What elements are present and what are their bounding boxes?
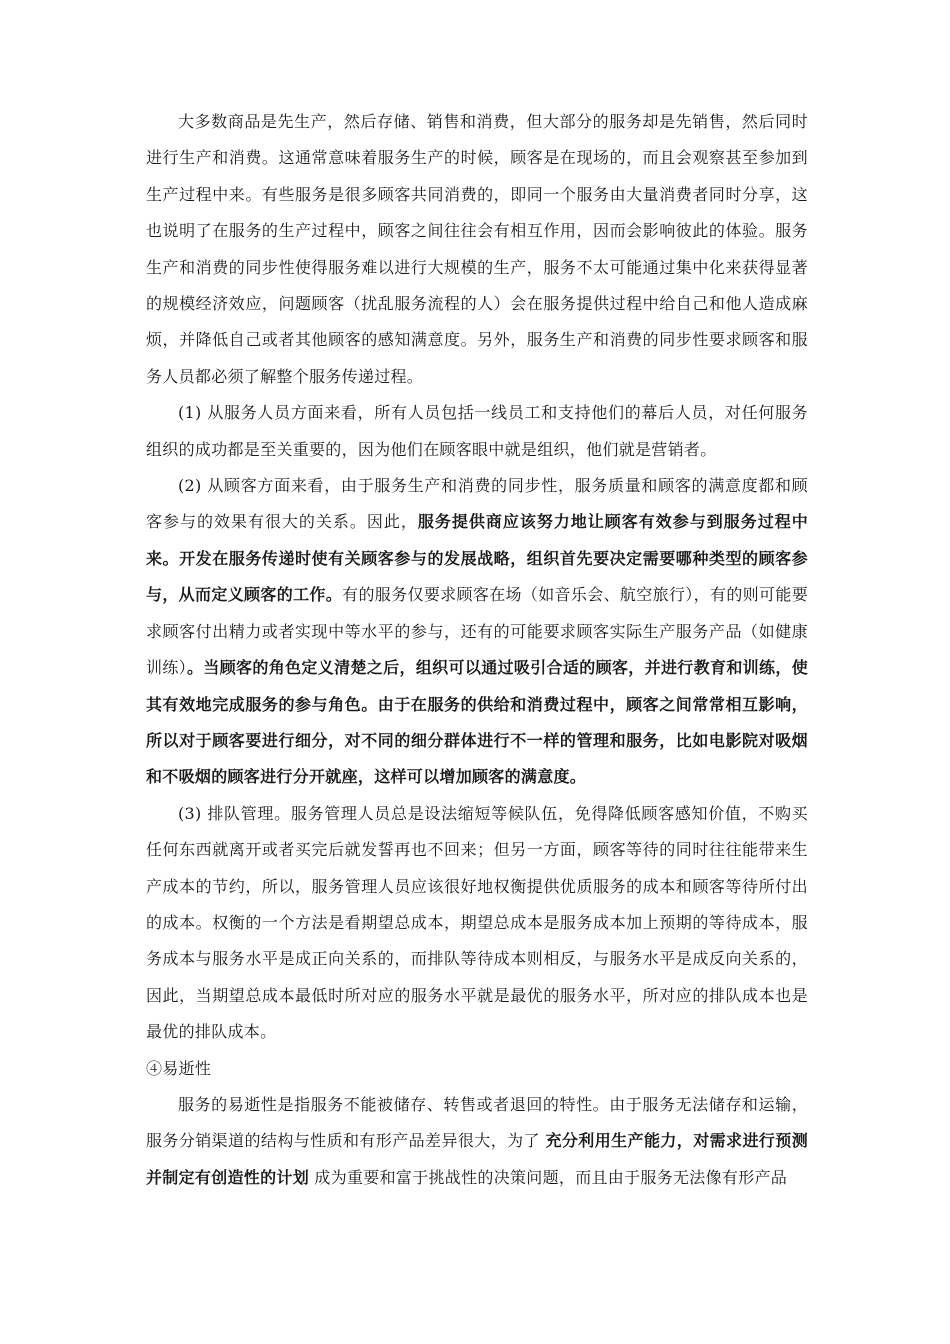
paragraph-customer-participation bbox=[146, 468, 808, 796]
document-body bbox=[146, 104, 808, 1196]
paragraph-perishability bbox=[146, 1087, 808, 1196]
bold-text-run: 充分利用生产能力，对需求进行预测并制定有创造性的计划 bbox=[146, 1131, 808, 1187]
text-run: 有的服务仅要求顾客在场（如音乐会、航空旅行），有的则可能要求顾客付出精力或者实现中等水平的参与，还有的可能要求顾客实际生产服务产品（如健康训练） bbox=[146, 585, 808, 678]
bold-text-run: 。当顾客的角色定义清楚之后，组织可以通过吸引合适的顾客，并进行教育和训练，使其有效地完成服务的参与角色。由于在服务的供给和消费过程中，顾客之间常常相互影响，所以对于顾客要进行细分，对不同的细分群体进行不一样的管理和服务，比如电影院对吸烟和不吸烟的顾客进行分开就座，这样可以增加顾客的满意度。 bbox=[146, 658, 808, 787]
text-run: 服务的易逝性是指服务不能被储存、转售或者退回的特性。由于服务无法储存和运输，服务分销渠道的结构与性质和有形产品差异很大，为了 bbox=[146, 1094, 808, 1151]
paragraph-simultaneity: 大多数商品是先生产，然后存储、销售和消费，但大部分的服务却是先销售，然后同时进行生产和消费。这通常意味着服务生产的时候，顾客是在现场的，而且会观察甚至参加到生产过程中来。有些服务是很多顾客共同消费的，即同一个服务由大量消费者同时分享，这也说明了在服务的生产过程中，顾客之间往往会有相互作用，因而会影响彼此的体验。服务生产和消费的同步性使得服务难以进行大规模的生产，服务不太可能通过集中化来获得显著的规模经济效应，问题顾客（扰乱服务流程的人）会在服务提供过程中给自己和他人造成麻烦，并降低自己或者其他顾客的感知满意度。另外，服务生产和消费的同步性要求顾客和服务人员都必须了解整个服务传递过程。 bbox=[146, 112, 808, 386]
paragraph-queue-management: (3) 排队管理。服务管理人员总是设法缩短等候队伍，免得降低顾客感知价值，不购买任何东西就离开或者买完后就发誓再也不回来；但另一方面，顾客等待的同时往往能带来生产成本的节约，所以，服务管理人员应该很好地权衡提供优质服务的成本和顾客等待所付出的成本。权衡的一个方法是看期望总成本，期望总成本是服务成本加上预期的等待成本，服务成本与服务水平是成正向关系的，而排队等待成本则相反，与服务水平是成反向关系的，因此，当期望总成本最低时所对应的服务水平就是最优的服务水平，所对应的排队成本也是最优的排队成本。 bbox=[146, 803, 808, 1042]
text-run: 成为重要和富于挑战性的决策问题，而且由于服务无法像有形产品 bbox=[309, 1167, 788, 1187]
paragraph-service-staff: (1) 从服务人员方面来看，所有人员包括一线员工和支持他们的幕后人员，对任何服务组织的成功都是至关重要的，因为他们在顾客眼中就是组织，他们就是营销者。 bbox=[146, 403, 808, 459]
text-run: (2) 从顾客方面来看，由于服务生产和消费的同步性，服务质量和顾客的满意度都和顾客参与的效果有很大的关系。因此， bbox=[146, 476, 808, 532]
section-heading-perishability: ④易逝性 bbox=[146, 1058, 212, 1078]
bold-text-run: 服务提供商应该努力地让顾客有效参与到服务过程中来。开发在服务传递时使有关顾客参与的发展战略，组织首先要决定需要哪种类型的顾客参与，从而定义顾客的工作。 bbox=[146, 512, 808, 605]
